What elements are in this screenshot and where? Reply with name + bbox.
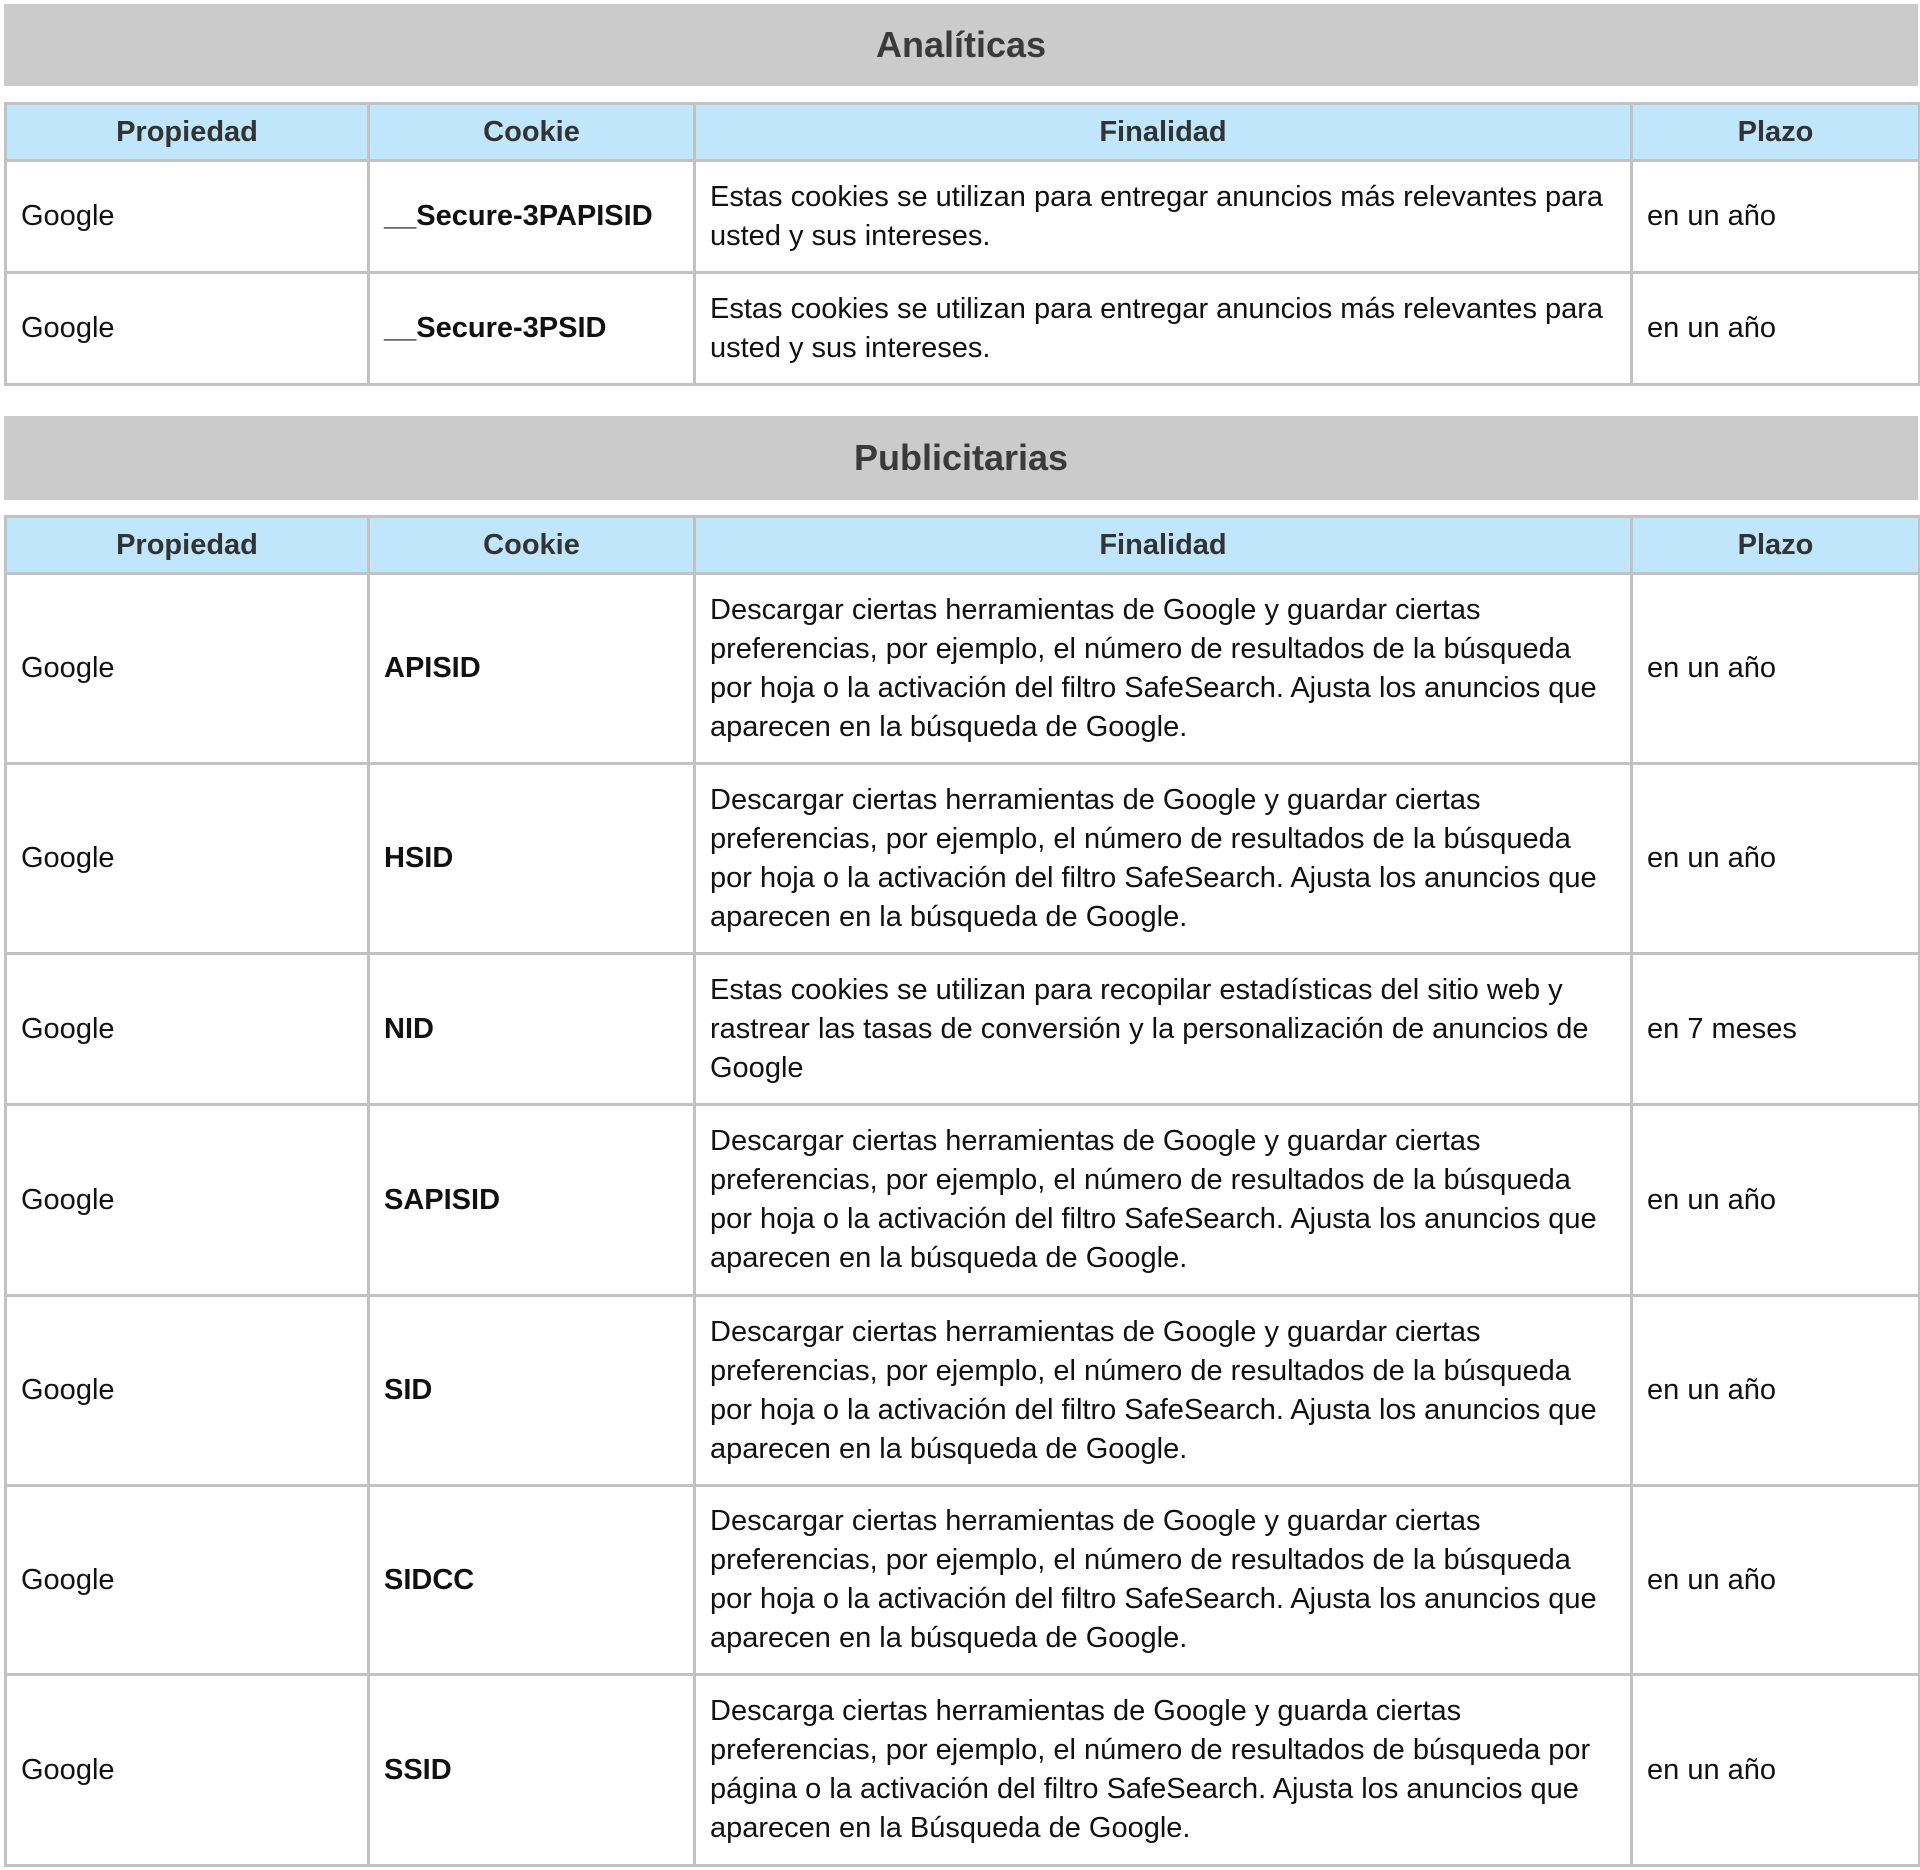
cell-finalidad: Descargar ciertas herramientas de Google y guardar ciertas preferencias, por ejemplo, el número de resultados de la búsqueda por hoja o la activación del filtro SafeSearch. Ajusta los anuncios que aparecen en la búsqueda de Google.: [695, 1105, 1632, 1296]
cell-plazo: en un año: [1632, 574, 1920, 764]
cell-plazo: en un año: [1632, 1296, 1920, 1486]
analiticas-table: [4, 102, 1920, 386]
table-row: [6, 161, 1920, 273]
cell-propiedad: Google: [6, 954, 369, 1105]
cell-plazo: en un año: [1632, 1486, 1920, 1675]
table-row: [6, 1675, 1920, 1866]
cell-finalidad: Estas cookies se utilizan para recopilar estadísticas del sitio web y rastrear las tasas de conversión y la personalización de anuncios de Google: [695, 954, 1632, 1105]
cell-cookie: SSID: [369, 1675, 695, 1866]
cell-finalidad: Estas cookies se utilizan para entregar anuncios más relevantes para usted y sus intereses.: [695, 273, 1632, 385]
header-plazo: Plazo: [1632, 104, 1920, 161]
cell-finalidad: Descargar ciertas herramientas de Google y guardar ciertas preferencias, por ejemplo, el número de resultados de la búsqueda por hoja o la activación del filtro SafeSearch. Ajusta los anuncios que aparecen en la búsqueda de Google.: [695, 1486, 1632, 1675]
cell-plazo: en un año: [1632, 764, 1920, 954]
cell-cookie: SAPISID: [369, 1105, 695, 1296]
table-row: [6, 1296, 1920, 1486]
cell-cookie: __Secure-3PSID: [369, 273, 695, 385]
cell-propiedad: Google: [6, 1105, 369, 1296]
header-cookie: Cookie: [369, 104, 695, 161]
cell-plazo: en 7 meses: [1632, 954, 1920, 1105]
header-cookie: Cookie: [369, 517, 695, 574]
table-row: [6, 764, 1920, 954]
table-row: [6, 273, 1920, 385]
header-finalidad: Finalidad: [695, 104, 1632, 161]
cell-plazo: en un año: [1632, 161, 1920, 273]
cell-propiedad: Google: [6, 273, 369, 385]
cell-cookie: NID: [369, 954, 695, 1105]
cell-finalidad: Estas cookies se utilizan para entregar anuncios más relevantes para usted y sus intereses.: [695, 161, 1632, 273]
table-row: [6, 954, 1920, 1105]
table-row: [6, 1486, 1920, 1675]
header-propiedad: Propiedad: [6, 104, 369, 161]
cell-cookie: APISID: [369, 574, 695, 764]
cell-propiedad: Google: [6, 574, 369, 764]
cell-cookie: __Secure-3PAPISID: [369, 161, 695, 273]
table-row: [6, 1105, 1920, 1296]
cell-plazo: en un año: [1632, 1105, 1920, 1296]
cell-cookie: HSID: [369, 764, 695, 954]
cell-propiedad: Google: [6, 161, 369, 273]
cell-plazo: en un año: [1632, 1675, 1920, 1866]
publicitarias-table: [4, 515, 1920, 1867]
cell-propiedad: Google: [6, 1486, 369, 1675]
cell-cookie: SID: [369, 1296, 695, 1486]
cell-propiedad: Google: [6, 1675, 369, 1866]
cell-cookie: SIDCC: [369, 1486, 695, 1675]
cell-propiedad: Google: [6, 1296, 369, 1486]
header-finalidad: Finalidad: [695, 517, 1632, 574]
cell-finalidad: Descarga ciertas herramientas de Google y guarda ciertas preferencias, por ejemplo, el número de resultados de búsqueda por página o la activación del filtro SafeSearch. Ajusta los anuncios que aparecen en la Búsqueda de Google.: [695, 1675, 1632, 1866]
header-plazo: Plazo: [1632, 517, 1920, 574]
cell-finalidad: Descargar ciertas herramientas de Google y guardar ciertas preferencias, por ejemplo, el número de resultados de la búsqueda por hoja o la activación del filtro SafeSearch. Ajusta los anuncios que aparecen en la búsqueda de Google.: [695, 574, 1632, 764]
header-propiedad: Propiedad: [6, 517, 369, 574]
cell-finalidad: Descargar ciertas herramientas de Google y guardar ciertas preferencias, por ejemplo, el número de resultados de la búsqueda por hoja o la activación del filtro SafeSearch. Ajusta los anuncios que aparecen en la búsqueda de Google.: [695, 764, 1632, 954]
table-row: [6, 574, 1920, 764]
section-title-analiticas: Analíticas: [4, 4, 1918, 86]
cell-finalidad: Descargar ciertas herramientas de Google y guardar ciertas preferencias, por ejemplo, el número de resultados de la búsqueda por hoja o la activación del filtro SafeSearch. Ajusta los anuncios que aparecen en la búsqueda de Google.: [695, 1296, 1632, 1486]
cell-propiedad: Google: [6, 764, 369, 954]
section-title-publicitarias: Publicitarias: [4, 416, 1918, 500]
cell-plazo: en un año: [1632, 273, 1920, 385]
